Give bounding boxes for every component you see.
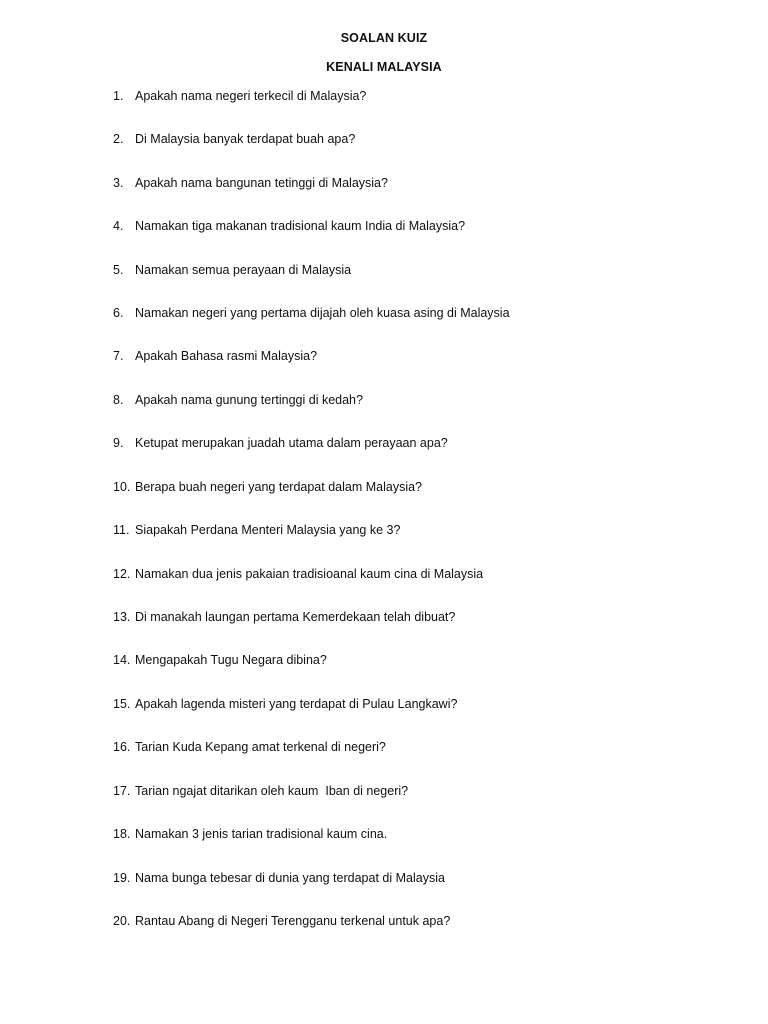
question-text: Berapa buah negeri yang terdapat dalam Malaysia? [135, 480, 422, 494]
question-item [0, 87, 768, 105]
question-item [0, 174, 768, 192]
question-number: 2. [113, 132, 124, 146]
document-title: SOALAN KUIZ [340, 31, 428, 45]
question-number: 18. [113, 827, 131, 841]
question-number: 3. [113, 176, 124, 190]
question-text: Rantau Abang di Negeri Terengganu terkenal untuk apa? [135, 914, 451, 928]
question-item [0, 782, 768, 800]
question-item [0, 478, 768, 496]
question-text: Nama bunga tebesar di dunia yang terdapat di Malaysia [135, 871, 445, 885]
question-item [0, 565, 768, 583]
question-number: 12. [113, 567, 131, 581]
question-text: Namakan dua jenis pakaian tradisioanal kaum cina di Malaysia [135, 567, 484, 581]
question-number: 10. [113, 480, 131, 494]
document-subtitle: KENALI MALAYSIA [326, 60, 442, 74]
question-item [0, 608, 768, 626]
question-text: Namakan semua perayaan di Malaysia [135, 263, 352, 277]
question-text: Di Malaysia banyak terdapat buah apa? [135, 132, 356, 146]
question-item [0, 869, 768, 887]
question-item [0, 391, 768, 409]
question-text: Apakah Bahasa rasmi Malaysia? [135, 349, 318, 363]
question-number: 7. [113, 349, 124, 363]
question-item [0, 217, 768, 235]
question-number: 6. [113, 306, 124, 320]
question-item [0, 434, 768, 452]
question-number: 15. [113, 697, 131, 711]
question-item [0, 347, 768, 365]
question-number: 1. [113, 89, 124, 103]
question-text: Namakan tiga makanan tradisional kaum India di Malaysia? [135, 219, 466, 233]
question-text: Namakan negeri yang pertama dijajah oleh kuasa asing di Malaysia [135, 306, 510, 320]
question-number: 4. [113, 219, 124, 233]
question-item [0, 825, 768, 843]
question-text: Tarian Kuda Kepang amat terkenal di negeri? [135, 740, 386, 754]
question-number: 8. [113, 393, 124, 407]
question-item [0, 695, 768, 713]
question-text: Ketupat merupakan juadah utama dalam perayaan apa? [135, 436, 448, 450]
question-item [0, 651, 768, 669]
question-number: 17. [113, 784, 131, 798]
question-number: 5. [113, 263, 124, 277]
question-number: 14. [113, 653, 131, 667]
question-number: 13. [113, 610, 131, 624]
question-item [0, 738, 768, 756]
question-text: Apakah nama gunung tertinggi di kedah? [135, 393, 363, 407]
question-number: 16. [113, 740, 131, 754]
question-item [0, 130, 768, 148]
question-text: Di manakah laungan pertama Kemerdekaan telah dibuat? [135, 610, 456, 624]
question-number: 20. [113, 914, 131, 928]
question-item [0, 304, 768, 322]
question-item [0, 521, 768, 539]
question-text: Apakah nama bangunan tetinggi di Malaysia? [135, 176, 388, 190]
question-text: Tarian ngajat ditarikan oleh kaum Iban di negeri? [135, 784, 409, 798]
question-item [0, 912, 768, 930]
question-text: Apakah lagenda misteri yang terdapat di Pulau Langkawi? [135, 697, 458, 711]
question-item [0, 261, 768, 279]
question-text: Mengapakah Tugu Negara dibina? [135, 653, 327, 667]
question-text: Siapakah Perdana Menteri Malaysia yang ke 3? [135, 523, 401, 537]
question-text: Apakah nama negeri terkecil di Malaysia? [135, 89, 367, 103]
question-number: 11. [113, 523, 130, 537]
question-number: 9. [113, 436, 124, 450]
question-text: Namakan 3 jenis tarian tradisional kaum cina. [135, 827, 388, 841]
question-number: 19. [113, 871, 131, 885]
